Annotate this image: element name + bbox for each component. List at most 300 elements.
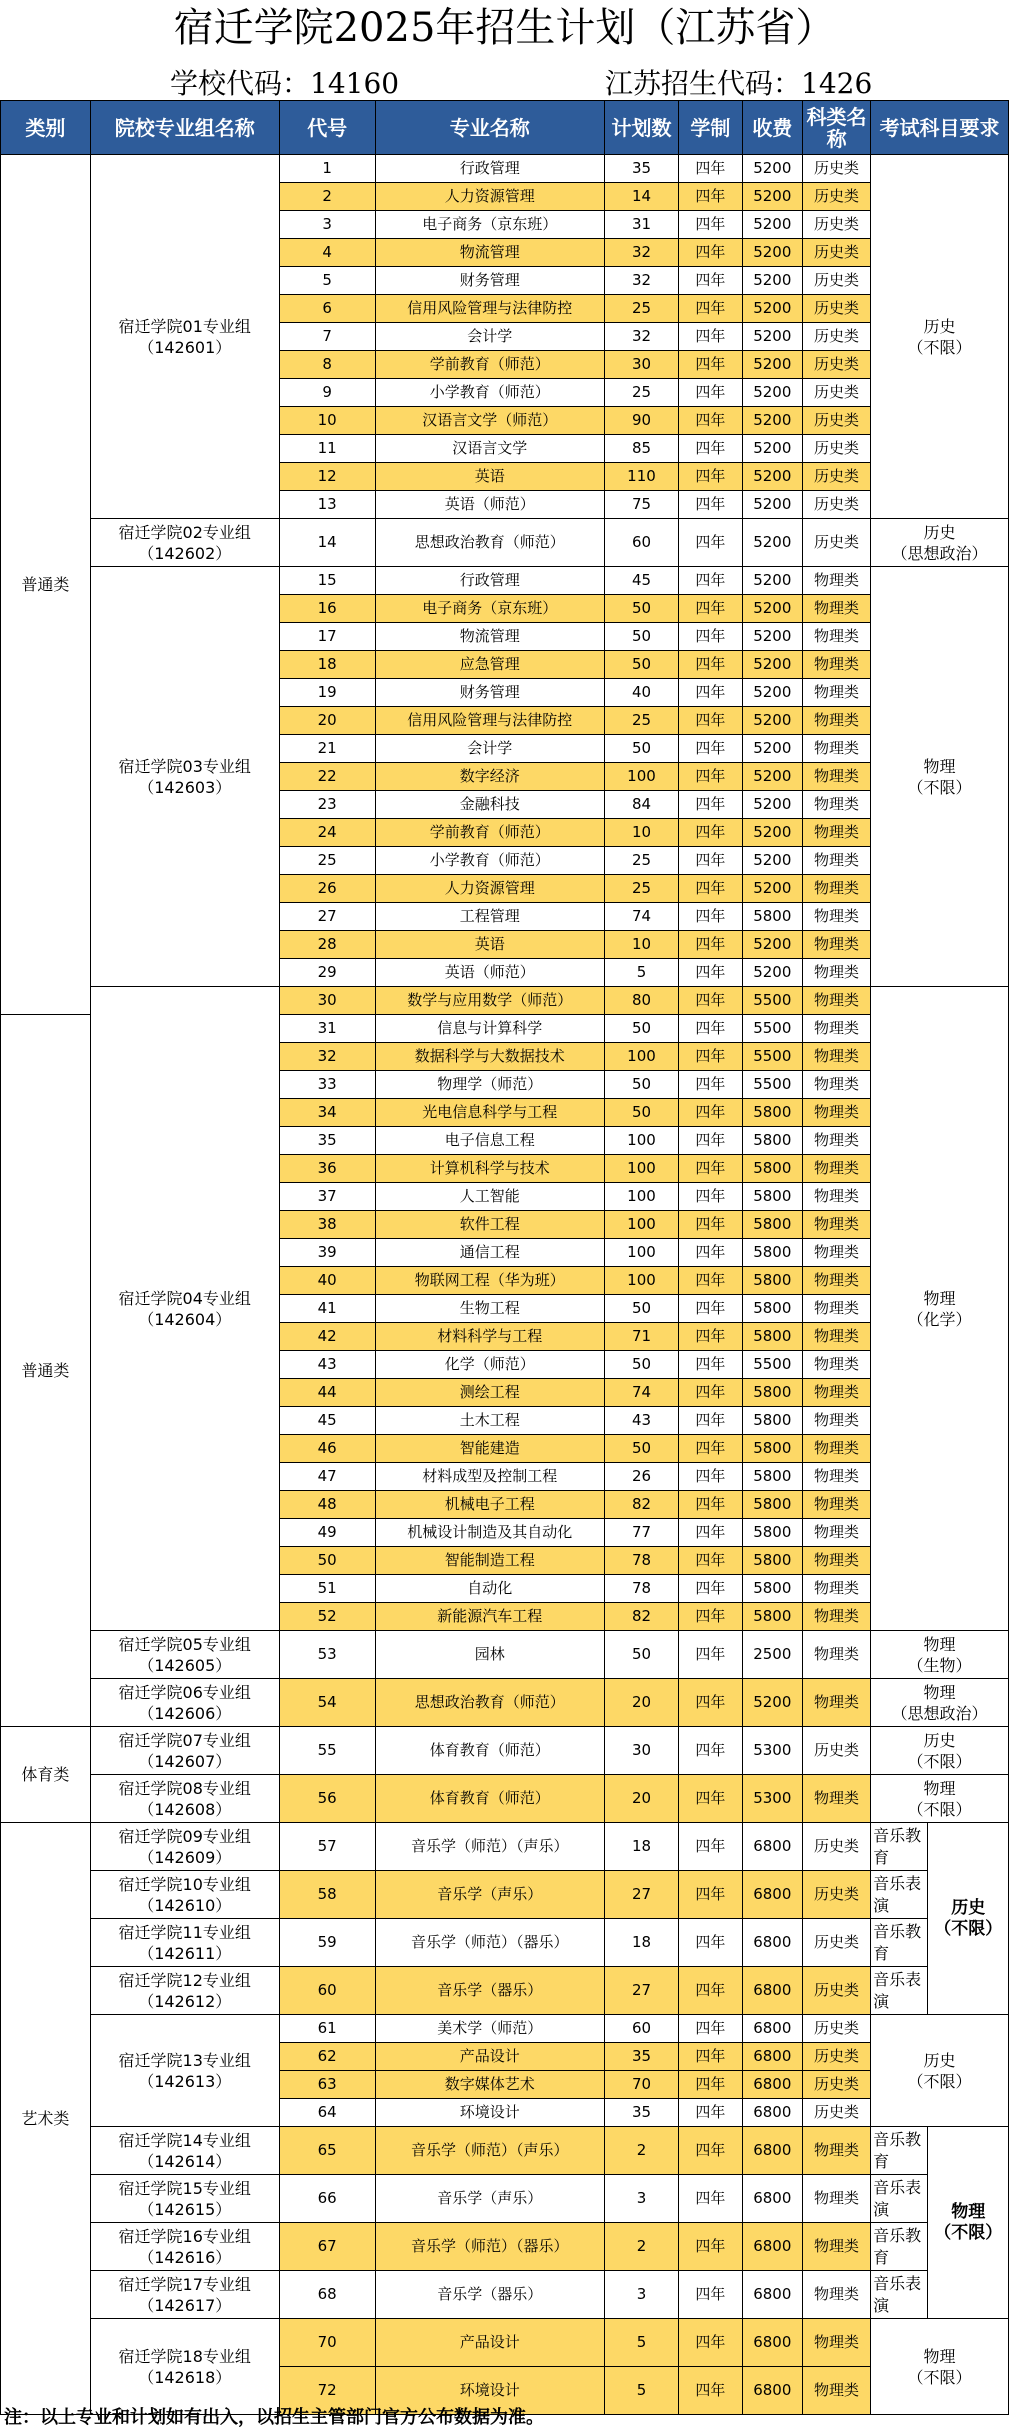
cell-plan: 31	[604, 211, 678, 239]
sub-subject-cell: 音乐教育	[871, 2223, 928, 2271]
category-cell: 艺术类	[1, 1823, 91, 2415]
cell-num: 29	[279, 959, 375, 987]
requirement-text: 历史	[923, 522, 956, 542]
requirement-text: （不限）	[934, 1918, 1003, 1939]
cell-fee: 5300	[742, 1775, 802, 1823]
requirement-text: 物理	[923, 1634, 956, 1654]
cell-plan: 110	[604, 463, 678, 491]
group-cell	[90, 1631, 279, 1679]
cell-plan: 5	[604, 959, 678, 987]
cell-num: 66	[279, 2175, 375, 2223]
cell-subjcat: 物理类	[803, 1547, 871, 1575]
cell-num: 63	[279, 2071, 375, 2099]
header-years: 学制	[679, 101, 742, 155]
cell-subjcat: 历史类	[803, 1967, 871, 2015]
cell-years: 四年	[679, 735, 742, 763]
cell-fee: 5200	[742, 651, 802, 679]
cell-fee: 5800	[742, 1267, 802, 1295]
cell-num: 44	[279, 1379, 375, 1407]
cell-num: 53	[279, 1631, 375, 1679]
cell-num: 34	[279, 1099, 375, 1127]
cell-num: 15	[279, 567, 375, 595]
cell-years: 四年	[679, 875, 742, 903]
group-text: （142610）	[138, 1895, 232, 1915]
group-text: 宿迁学院01专业组	[118, 316, 251, 336]
cell-major: 音乐学（师范）（器乐）	[375, 1919, 604, 1967]
cell-subjcat: 历史类	[803, 183, 871, 211]
cell-plan: 14	[604, 183, 678, 211]
cell-years: 四年	[679, 1823, 742, 1871]
cell-plan: 50	[604, 1435, 678, 1463]
cell-fee: 5500	[742, 1015, 802, 1043]
cell-num: 28	[279, 931, 375, 959]
cell-subjcat: 历史类	[803, 2099, 871, 2127]
cell-major: 体育教育（师范）	[375, 1775, 604, 1823]
cell-major: 汉语言文学	[375, 435, 604, 463]
group-cell	[90, 519, 279, 567]
cell-fee: 5800	[742, 1407, 802, 1435]
cell-subjcat: 物理类	[803, 1463, 871, 1491]
cell-fee: 6800	[742, 1919, 802, 1967]
cell-num: 10	[279, 407, 375, 435]
cell-subjcat: 物理类	[803, 2367, 871, 2415]
cell-fee: 5800	[742, 1323, 802, 1351]
cell-major: 智能制造工程	[375, 1547, 604, 1575]
group-cell	[90, 1679, 279, 1727]
table-row	[1, 2015, 1009, 2043]
group-text: 宿迁学院11专业组	[118, 1922, 251, 1942]
cell-major: 财务管理	[375, 267, 604, 295]
requirement-text: 物理	[923, 1682, 956, 1702]
cell-num: 12	[279, 463, 375, 491]
cell-subjcat: 物理类	[803, 1603, 871, 1631]
cell-num: 54	[279, 1679, 375, 1727]
cell-num: 38	[279, 1211, 375, 1239]
requirement-text: （不限）	[907, 2367, 972, 2387]
cell-fee: 6800	[742, 1967, 802, 2015]
cell-num: 14	[279, 519, 375, 567]
cell-major: 行政管理	[375, 155, 604, 183]
requirement-text: （不限）	[907, 1799, 972, 1819]
cell-plan: 78	[604, 1575, 678, 1603]
category-cell: 普通类	[1, 1015, 91, 1727]
cell-years: 四年	[679, 407, 742, 435]
cell-major: 会计学	[375, 735, 604, 763]
cell-plan: 2	[604, 2223, 678, 2271]
cell-subjcat: 历史类	[803, 407, 871, 435]
cell-fee: 5200	[742, 819, 802, 847]
cell-years: 四年	[679, 2127, 742, 2175]
cell-num: 67	[279, 2223, 375, 2271]
cell-plan: 32	[604, 267, 678, 295]
cell-years: 四年	[679, 1519, 742, 1547]
group-text: （142612）	[138, 1991, 232, 2011]
group-cell	[90, 2127, 279, 2175]
cell-major: 物理学（师范）	[375, 1071, 604, 1099]
cell-major: 信用风险管理与法律防控	[375, 295, 604, 323]
cell-fee: 5200	[742, 463, 802, 491]
cell-years: 四年	[679, 1435, 742, 1463]
cell-subjcat: 物理类	[803, 707, 871, 735]
sub-subject-cell: 音乐表演	[871, 2271, 928, 2319]
group-text: （142616）	[138, 2247, 232, 2267]
cell-subjcat: 物理类	[803, 567, 871, 595]
cell-num: 47	[279, 1463, 375, 1491]
cell-major: 小学教育（师范）	[375, 379, 604, 407]
cell-years: 四年	[679, 2223, 742, 2271]
cell-plan: 82	[604, 1491, 678, 1519]
cell-num: 16	[279, 595, 375, 623]
cell-plan: 26	[604, 1463, 678, 1491]
cell-subjcat: 历史类	[803, 295, 871, 323]
cell-subjcat: 物理类	[803, 1435, 871, 1463]
table-row	[1, 567, 1009, 595]
cell-plan: 18	[604, 1919, 678, 1967]
cell-years: 四年	[679, 1679, 742, 1727]
cell-major: 材料科学与工程	[375, 1323, 604, 1351]
cell-subjcat: 物理类	[803, 2271, 871, 2319]
cell-subjcat: 物理类	[803, 903, 871, 931]
cell-plan: 35	[604, 2043, 678, 2071]
requirement-text: （化学）	[907, 1309, 972, 1329]
cell-plan: 50	[604, 1351, 678, 1379]
table-header	[1, 101, 1009, 155]
cell-major: 英语	[375, 463, 604, 491]
cell-major: 工程管理	[375, 903, 604, 931]
requirement-text: 物理	[923, 2346, 956, 2366]
cell-major: 机械电子工程	[375, 1491, 604, 1519]
group-text: （142611）	[138, 1943, 232, 1963]
cell-fee: 6800	[742, 2099, 802, 2127]
cell-major: 环境设计	[375, 2099, 604, 2127]
cell-num: 51	[279, 1575, 375, 1603]
jiangsu-code: 江苏招生代码：1426	[605, 67, 873, 100]
cell-years: 四年	[679, 2015, 742, 2043]
cell-years: 四年	[679, 2043, 742, 2071]
group-text: 宿迁学院02专业组	[118, 522, 251, 542]
cell-subjcat: 历史类	[803, 351, 871, 379]
cell-years: 四年	[679, 987, 742, 1015]
group-cell	[90, 1775, 279, 1823]
cell-subjcat: 物理类	[803, 1071, 871, 1099]
cell-years: 四年	[679, 1043, 742, 1071]
cell-major: 数字经济	[375, 763, 604, 791]
cell-major: 音乐学（声乐）	[375, 1871, 604, 1919]
cell-plan: 84	[604, 791, 678, 819]
requirement-cell	[871, 1727, 1009, 1775]
cell-subjcat: 物理类	[803, 1239, 871, 1267]
cell-plan: 100	[604, 1183, 678, 1211]
cell-subjcat: 物理类	[803, 1491, 871, 1519]
header-major: 专业名称	[375, 101, 604, 155]
requirement-cell	[871, 2015, 1009, 2127]
cell-num: 7	[279, 323, 375, 351]
cell-num: 35	[279, 1127, 375, 1155]
group-text: （142613）	[138, 2071, 232, 2091]
cell-fee: 5200	[742, 407, 802, 435]
cell-num: 6	[279, 295, 375, 323]
table-row	[1, 1871, 1009, 1919]
requirement-text: （生物）	[907, 1655, 972, 1675]
cell-years: 四年	[679, 2099, 742, 2127]
cell-fee: 5200	[742, 491, 802, 519]
cell-major: 人工智能	[375, 1183, 604, 1211]
header-subject-category: 科类名称	[803, 101, 871, 155]
group-cell	[90, 155, 279, 519]
cell-num: 8	[279, 351, 375, 379]
cell-years: 四年	[679, 1071, 742, 1099]
cell-plan: 18	[604, 1823, 678, 1871]
requirement-text: （不限）	[907, 777, 972, 797]
cell-years: 四年	[679, 351, 742, 379]
sub-subject-cell: 音乐表演	[871, 1967, 928, 2015]
group-cell	[90, 1871, 279, 1919]
header-group: 院校专业组名称	[90, 101, 279, 155]
cell-subjcat: 历史类	[803, 1727, 871, 1775]
cell-major: 化学（师范）	[375, 1351, 604, 1379]
cell-plan: 40	[604, 679, 678, 707]
group-text: 宿迁学院17专业组	[118, 2274, 251, 2294]
cell-plan: 50	[604, 1631, 678, 1679]
group-text: （142603）	[138, 777, 232, 797]
group-text: 宿迁学院10专业组	[118, 1874, 251, 1894]
cell-years: 四年	[679, 903, 742, 931]
cell-fee: 5800	[742, 1575, 802, 1603]
cell-major: 人力资源管理	[375, 183, 604, 211]
cell-num: 9	[279, 379, 375, 407]
cell-years: 四年	[679, 651, 742, 679]
cell-major: 环境设计	[375, 2367, 604, 2415]
cell-num: 55	[279, 1727, 375, 1775]
cell-years: 四年	[679, 1407, 742, 1435]
cell-subjcat: 物理类	[803, 1575, 871, 1603]
cell-plan: 50	[604, 651, 678, 679]
cell-major: 音乐学（师范）（器乐）	[375, 2223, 604, 2271]
group-text: （142607）	[138, 1751, 232, 1771]
header-requirement: 考试科目要求	[871, 101, 1009, 155]
group-cell	[90, 567, 279, 987]
cell-fee: 2500	[742, 1631, 802, 1679]
cell-major: 行政管理	[375, 567, 604, 595]
cell-num: 2	[279, 183, 375, 211]
cell-subjcat: 历史类	[803, 2015, 871, 2043]
cell-years: 四年	[679, 1967, 742, 2015]
cell-plan: 25	[604, 875, 678, 903]
cell-plan: 50	[604, 1099, 678, 1127]
cell-num: 58	[279, 1871, 375, 1919]
cell-years: 四年	[679, 211, 742, 239]
cell-major: 汉语言文学（师范）	[375, 407, 604, 435]
cell-major: 学前教育（师范）	[375, 351, 604, 379]
group-text: （142615）	[138, 2199, 232, 2219]
cell-major: 生物工程	[375, 1295, 604, 1323]
requirement-cell	[871, 1631, 1009, 1679]
cell-num: 61	[279, 2015, 375, 2043]
cell-years: 四年	[679, 819, 742, 847]
school-codes	[0, 56, 1009, 100]
cell-years: 四年	[679, 567, 742, 595]
enrollment-table	[0, 100, 1009, 2415]
cell-subjcat: 物理类	[803, 791, 871, 819]
requirement-cell	[871, 2319, 1009, 2415]
cell-subjcat: 物理类	[803, 1379, 871, 1407]
group-cell	[90, 2319, 279, 2415]
cell-fee: 5800	[742, 1155, 802, 1183]
cell-fee: 6800	[742, 2127, 802, 2175]
cell-years: 四年	[679, 435, 742, 463]
cell-plan: 100	[604, 1211, 678, 1239]
cell-subjcat: 物理类	[803, 931, 871, 959]
cell-fee: 5200	[742, 623, 802, 651]
category-cell: 体育类	[1, 1727, 91, 1823]
requirement-text: （不限）	[934, 2222, 1003, 2243]
cell-plan: 100	[604, 1127, 678, 1155]
cell-major: 美术学（师范）	[375, 2015, 604, 2043]
cell-major: 土木工程	[375, 1407, 604, 1435]
cell-fee: 5200	[742, 155, 802, 183]
cell-plan: 80	[604, 987, 678, 1015]
cell-plan: 32	[604, 239, 678, 267]
cell-major: 产品设计	[375, 2043, 604, 2071]
cell-major: 软件工程	[375, 1211, 604, 1239]
requirement-text: 物理	[923, 1778, 956, 1798]
cell-major: 园林	[375, 1631, 604, 1679]
cell-years: 四年	[679, 1547, 742, 1575]
cell-plan: 10	[604, 819, 678, 847]
cell-years: 四年	[679, 1295, 742, 1323]
cell-plan: 85	[604, 435, 678, 463]
group-cell	[90, 2175, 279, 2223]
cell-plan: 35	[604, 2099, 678, 2127]
cell-plan: 77	[604, 1519, 678, 1547]
group-text: 宿迁学院04专业组	[118, 1288, 251, 1308]
cell-fee: 5200	[742, 351, 802, 379]
cell-num: 40	[279, 1267, 375, 1295]
cell-fee: 5200	[742, 875, 802, 903]
group-cell	[90, 1967, 279, 2015]
cell-fee: 6800	[742, 2175, 802, 2223]
group-text: 宿迁学院15专业组	[118, 2178, 251, 2198]
cell-num: 18	[279, 651, 375, 679]
cell-years: 四年	[679, 323, 742, 351]
cell-years: 四年	[679, 2319, 742, 2367]
cell-subjcat: 历史类	[803, 239, 871, 267]
cell-subjcat: 历史类	[803, 267, 871, 295]
cell-fee: 6800	[742, 1823, 802, 1871]
cell-major: 会计学	[375, 323, 604, 351]
cell-subjcat: 历史类	[803, 155, 871, 183]
group-text: 宿迁学院07专业组	[118, 1730, 251, 1750]
school-code: 学校代码：14160	[170, 67, 400, 100]
group-text: 宿迁学院16专业组	[118, 2226, 251, 2246]
cell-subjcat: 物理类	[803, 1043, 871, 1071]
cell-fee: 5500	[742, 1071, 802, 1099]
cell-subjcat: 历史类	[803, 519, 871, 567]
cell-fee: 6800	[742, 2367, 802, 2415]
cell-subjcat: 历史类	[803, 211, 871, 239]
cell-major: 计算机科学与技术	[375, 1155, 604, 1183]
table-row	[1, 2319, 1009, 2367]
requirement-cell	[871, 155, 1009, 519]
group-text: （142609）	[138, 1847, 232, 1867]
header-plan: 计划数	[604, 101, 678, 155]
cell-major: 数字媒体艺术	[375, 2071, 604, 2099]
cell-years: 四年	[679, 2271, 742, 2319]
cell-plan: 45	[604, 567, 678, 595]
cell-years: 四年	[679, 155, 742, 183]
table-row	[1, 1775, 1009, 1823]
cell-fee: 5200	[742, 847, 802, 875]
cell-num: 17	[279, 623, 375, 651]
cell-plan: 75	[604, 491, 678, 519]
cell-fee: 5200	[742, 267, 802, 295]
group-text: 宿迁学院14专业组	[118, 2130, 251, 2150]
group-text: （142602）	[138, 543, 232, 563]
group-cell	[90, 2223, 279, 2271]
cell-subjcat: 物理类	[803, 1211, 871, 1239]
cell-major: 数学与应用数学（师范）	[375, 987, 604, 1015]
cell-plan: 32	[604, 323, 678, 351]
cell-plan: 27	[604, 1871, 678, 1919]
cell-years: 四年	[679, 595, 742, 623]
cell-years: 四年	[679, 239, 742, 267]
cell-num: 30	[279, 987, 375, 1015]
cell-subjcat: 物理类	[803, 679, 871, 707]
cell-fee: 6800	[742, 2271, 802, 2319]
cell-num: 20	[279, 707, 375, 735]
cell-fee: 6800	[742, 2319, 802, 2367]
cell-num: 59	[279, 1919, 375, 1967]
table-row	[1, 1823, 1009, 1871]
cell-fee: 5800	[742, 1435, 802, 1463]
cell-num: 42	[279, 1323, 375, 1351]
cell-plan: 70	[604, 2071, 678, 2099]
requirement-cell	[871, 1679, 1009, 1727]
cell-subjcat: 物理类	[803, 1519, 871, 1547]
cell-years: 四年	[679, 463, 742, 491]
header-code: 代号	[279, 101, 375, 155]
cell-num: 33	[279, 1071, 375, 1099]
cell-plan: 50	[604, 735, 678, 763]
cell-plan: 60	[604, 2015, 678, 2043]
cell-major: 音乐学（器乐）	[375, 2271, 604, 2319]
cell-fee: 6800	[742, 1871, 802, 1919]
cell-fee: 5800	[742, 1127, 802, 1155]
cell-major: 通信工程	[375, 1239, 604, 1267]
cell-subjcat: 物理类	[803, 1015, 871, 1043]
cell-fee: 5800	[742, 1519, 802, 1547]
cell-plan: 50	[604, 1071, 678, 1099]
cell-num: 24	[279, 819, 375, 847]
table-row	[1, 1727, 1009, 1775]
cell-years: 四年	[679, 707, 742, 735]
cell-major: 应急管理	[375, 651, 604, 679]
group-cell	[90, 1919, 279, 1967]
cell-subjcat: 物理类	[803, 1295, 871, 1323]
cell-major: 音乐学（师范）（声乐）	[375, 1823, 604, 1871]
cell-years: 四年	[679, 2071, 742, 2099]
cell-num: 13	[279, 491, 375, 519]
cell-major: 信息与计算科学	[375, 1015, 604, 1043]
cell-plan: 74	[604, 1379, 678, 1407]
cell-plan: 100	[604, 1239, 678, 1267]
cell-subjcat: 物理类	[803, 623, 871, 651]
requirement-text: （不限）	[907, 337, 972, 357]
cell-plan: 90	[604, 407, 678, 435]
cell-num: 25	[279, 847, 375, 875]
group-text: （142614）	[138, 2151, 232, 2171]
cell-subjcat: 物理类	[803, 2175, 871, 2223]
